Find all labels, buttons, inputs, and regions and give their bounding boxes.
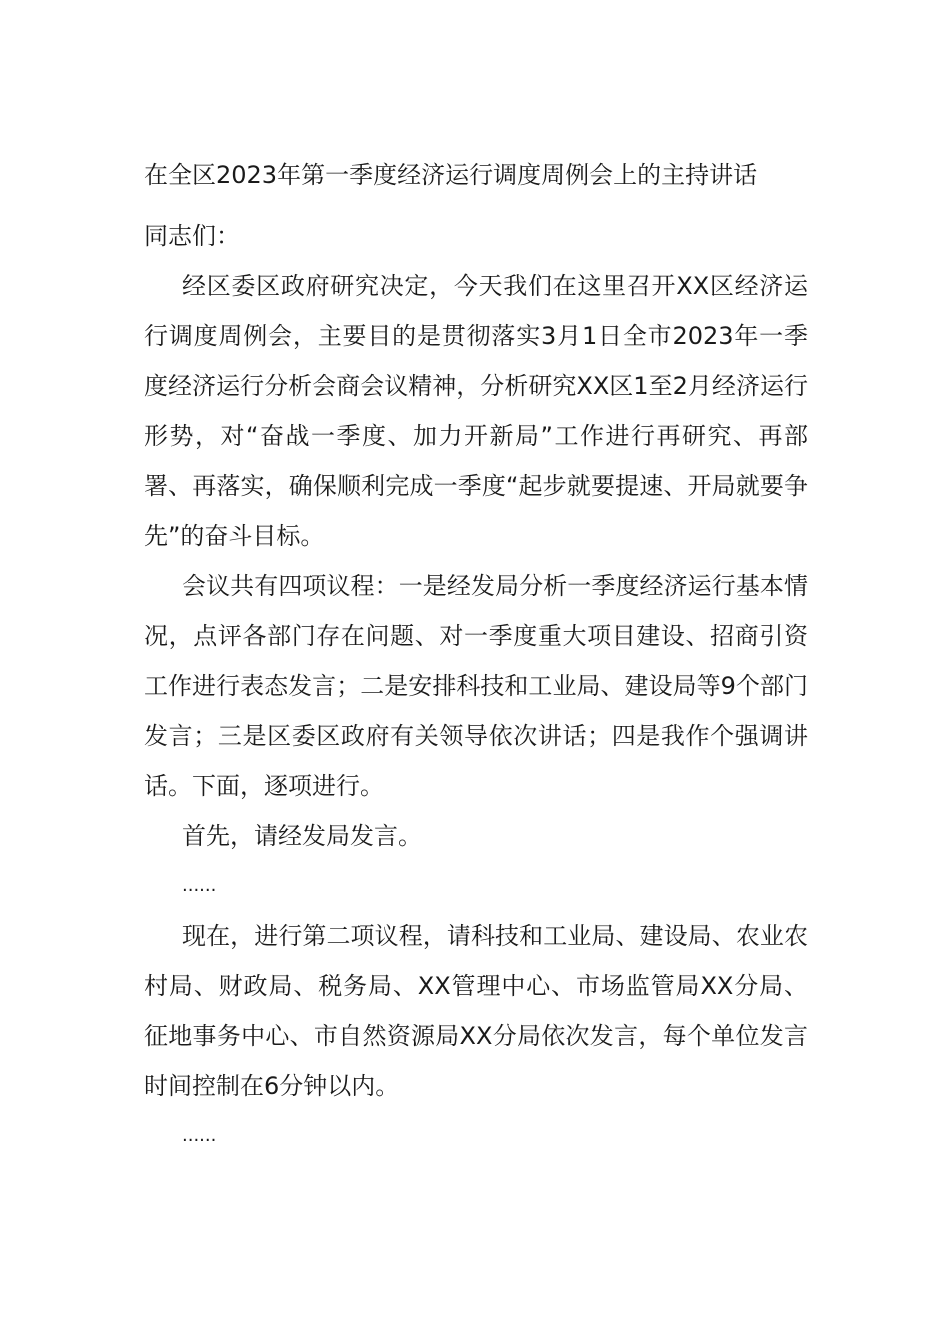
paragraph-intro: 经区委区政府研究决定，今天我们在这里召开XX区经济运行调度周例会，主要目的是贯彻落实3月1日全市2023年一季度经济运行分析会商会议精神，分析研究XX区1至2月经济运行形势，对“奋战一季度、加力开新局”工作进行再研究、再部署、再落实，确保顺利完成一季度“起步就要提速、开局就要争先”的奋斗目标。 [144,272,808,550]
document-title: 在全区2023年第一季度经济运行调度周例会上的主持讲话 [144,161,758,189]
ellipsis-1: ...... [182,875,217,896]
paragraph-agenda: 会议共有四项议程：一是经发局分析一季度经济运行基本情况，点评各部门存在问题、对一季度重大项目建设、招商引资工作进行表态发言；二是安排科技和工业局、建设局等9个部门发言；三是区委区政府有关领导依次讲话；四是我作个强调讲话。下面，逐项进行。 [144,572,808,800]
ellipsis-2: ...... [182,1125,217,1146]
salutation: 同志们： [144,222,240,250]
document-body [144,150,808,1161]
paragraph-first-speaker: 首先，请经发局发言。 [182,822,422,850]
paragraph-second-agenda: 现在，进行第二项议程，请科技和工业局、建设局、农业农村局、财政局、税务局、XX管理中心、市场监管局XX分局、征地事务中心、市自然资源局XX分局依次发言，每个单位发言时间控制在6分钟以内。 [144,922,808,1100]
